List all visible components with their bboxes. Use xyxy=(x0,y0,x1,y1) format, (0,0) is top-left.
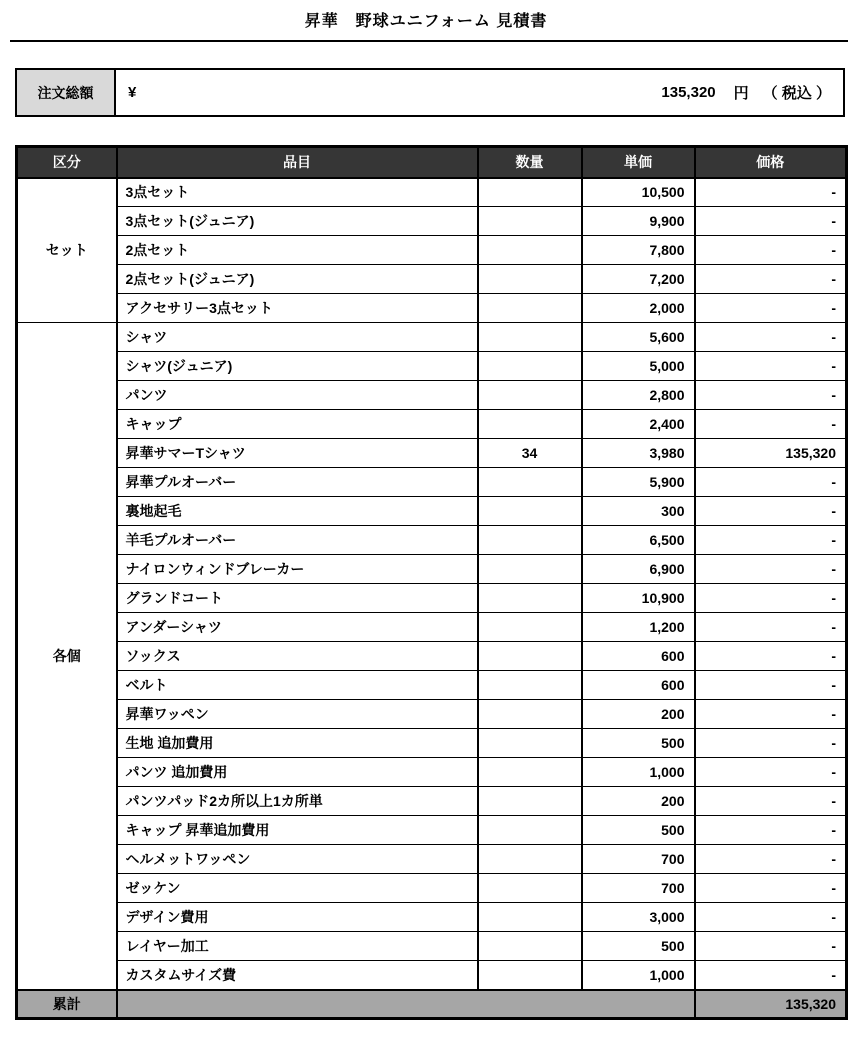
item-cell: デザイン費用 xyxy=(117,903,478,932)
item-cell: ヘルメットワッペン xyxy=(117,845,478,874)
quantity-cell xyxy=(478,845,582,874)
quantity-cell xyxy=(478,323,582,352)
order-total-tax-note: （ 税込 ） xyxy=(762,85,831,102)
item-cell: 昇華サマーTシャツ xyxy=(117,439,478,468)
price-cell: - xyxy=(695,526,847,555)
unit-price-cell: 200 xyxy=(582,787,695,816)
quotation-table xyxy=(15,145,848,1020)
table-body xyxy=(17,178,847,990)
unit-price-cell: 1,000 xyxy=(582,758,695,787)
price-cell: - xyxy=(695,410,847,439)
item-cell: パンツパッド2カ所以上1カ所単 xyxy=(117,787,478,816)
order-total-value xyxy=(116,70,843,115)
quantity-cell xyxy=(478,874,582,903)
quantity-cell xyxy=(478,207,582,236)
column-header: 数量 xyxy=(478,147,582,178)
table-row xyxy=(17,642,847,671)
quantity-cell: 34 xyxy=(478,439,582,468)
price-cell: - xyxy=(695,816,847,845)
unit-price-cell: 3,000 xyxy=(582,903,695,932)
price-cell: - xyxy=(695,671,847,700)
table-row xyxy=(17,584,847,613)
price-cell: - xyxy=(695,642,847,671)
table-row xyxy=(17,758,847,787)
unit-price-cell: 2,000 xyxy=(582,294,695,323)
item-cell: 3点セット xyxy=(117,178,478,207)
quantity-cell xyxy=(478,700,582,729)
column-header: 価格 xyxy=(695,147,847,178)
price-cell: - xyxy=(695,700,847,729)
table-row xyxy=(17,381,847,410)
price-cell: - xyxy=(695,468,847,497)
order-total-box xyxy=(15,68,845,117)
table-row xyxy=(17,497,847,526)
quantity-cell xyxy=(478,671,582,700)
quantity-cell xyxy=(478,613,582,642)
currency-symbol: ¥ xyxy=(128,84,137,101)
order-total-amount: 135,320 xyxy=(661,84,716,101)
item-cell: 昇華ワッペン xyxy=(117,700,478,729)
price-cell: - xyxy=(695,352,847,381)
unit-price-cell: 2,800 xyxy=(582,381,695,410)
price-cell: - xyxy=(695,613,847,642)
price-cell: 135,320 xyxy=(695,439,847,468)
quantity-cell xyxy=(478,903,582,932)
unit-price-cell: 5,600 xyxy=(582,323,695,352)
item-cell: 裏地起毛 xyxy=(117,497,478,526)
table-row xyxy=(17,178,847,207)
quantity-cell xyxy=(478,236,582,265)
price-cell: - xyxy=(695,555,847,584)
title-divider xyxy=(10,40,848,42)
total-label-cell: 累計 xyxy=(17,990,117,1019)
category-cell: 各個 xyxy=(17,323,117,990)
unit-price-cell: 7,200 xyxy=(582,265,695,294)
item-cell: ゼッケン xyxy=(117,874,478,903)
unit-price-cell: 2,400 xyxy=(582,410,695,439)
price-cell: - xyxy=(695,236,847,265)
price-cell: - xyxy=(695,294,847,323)
item-cell: ナイロンウィンドブレーカー xyxy=(117,555,478,584)
table-row xyxy=(17,729,847,758)
quantity-cell xyxy=(478,352,582,381)
total-row xyxy=(17,990,847,1019)
item-cell: キャップ 昇華追加費用 xyxy=(117,816,478,845)
item-cell: 昇華プルオーバー xyxy=(117,468,478,497)
table-row xyxy=(17,439,847,468)
table-row xyxy=(17,903,847,932)
quantity-cell xyxy=(478,758,582,787)
item-cell: 羊毛プルオーバー xyxy=(117,526,478,555)
quantity-cell xyxy=(478,729,582,758)
unit-price-cell: 300 xyxy=(582,497,695,526)
price-cell: - xyxy=(695,903,847,932)
header-row xyxy=(17,147,847,178)
price-cell: - xyxy=(695,874,847,903)
unit-price-cell: 500 xyxy=(582,729,695,758)
table-row xyxy=(17,323,847,352)
price-cell: - xyxy=(695,265,847,294)
table-row xyxy=(17,207,847,236)
price-cell: - xyxy=(695,845,847,874)
table-row xyxy=(17,410,847,439)
quantity-cell xyxy=(478,526,582,555)
table-row xyxy=(17,874,847,903)
table-row xyxy=(17,613,847,642)
price-cell: - xyxy=(695,787,847,816)
unit-price-cell: 500 xyxy=(582,932,695,961)
unit-price-cell: 3,980 xyxy=(582,439,695,468)
quantity-cell xyxy=(478,265,582,294)
table-row xyxy=(17,961,847,990)
unit-price-cell: 700 xyxy=(582,874,695,903)
table-row xyxy=(17,236,847,265)
table-row xyxy=(17,468,847,497)
unit-price-cell: 1,000 xyxy=(582,961,695,990)
quantity-cell xyxy=(478,961,582,990)
table-row xyxy=(17,845,847,874)
unit-price-cell: 600 xyxy=(582,642,695,671)
order-total-unit: 円 xyxy=(733,85,749,102)
unit-price-cell: 7,800 xyxy=(582,236,695,265)
order-total-label: 注文総額 xyxy=(17,70,116,115)
table-row xyxy=(17,294,847,323)
item-cell: アンダーシャツ xyxy=(117,613,478,642)
quantity-cell xyxy=(478,294,582,323)
column-header: 品目 xyxy=(117,147,478,178)
unit-price-cell: 5,900 xyxy=(582,468,695,497)
quantity-cell xyxy=(478,497,582,526)
item-cell: パンツ 追加費用 xyxy=(117,758,478,787)
price-cell: - xyxy=(695,729,847,758)
price-cell: - xyxy=(695,381,847,410)
price-cell: - xyxy=(695,758,847,787)
quantity-cell xyxy=(478,932,582,961)
table-row xyxy=(17,352,847,381)
quantity-cell xyxy=(478,787,582,816)
price-cell: - xyxy=(695,497,847,526)
item-cell: レイヤー加工 xyxy=(117,932,478,961)
item-cell: 3点セット(ジュニア) xyxy=(117,207,478,236)
price-cell: - xyxy=(695,207,847,236)
quantity-cell xyxy=(478,468,582,497)
unit-price-cell: 500 xyxy=(582,816,695,845)
item-cell: シャツ xyxy=(117,323,478,352)
item-cell: 生地 追加費用 xyxy=(117,729,478,758)
item-cell: ソックス xyxy=(117,642,478,671)
item-cell: パンツ xyxy=(117,381,478,410)
quantity-cell xyxy=(478,555,582,584)
category-cell: セット xyxy=(17,178,117,323)
price-cell: - xyxy=(695,178,847,207)
unit-price-cell: 6,900 xyxy=(582,555,695,584)
price-cell: - xyxy=(695,961,847,990)
item-cell: ベルト xyxy=(117,671,478,700)
table-row xyxy=(17,671,847,700)
unit-price-cell: 10,900 xyxy=(582,584,695,613)
unit-price-cell: 600 xyxy=(582,671,695,700)
item-cell: アクセサリー3点セット xyxy=(117,294,478,323)
quantity-cell xyxy=(478,584,582,613)
quantity-cell xyxy=(478,178,582,207)
table-row xyxy=(17,555,847,584)
table-row xyxy=(17,700,847,729)
unit-price-cell: 9,900 xyxy=(582,207,695,236)
table-row xyxy=(17,265,847,294)
unit-price-cell: 6,500 xyxy=(582,526,695,555)
item-cell: グランドコート xyxy=(117,584,478,613)
quantity-cell xyxy=(478,381,582,410)
total-empty-cell xyxy=(117,990,695,1019)
unit-price-cell: 1,200 xyxy=(582,613,695,642)
table-row xyxy=(17,816,847,845)
page-title: 昇華 野球ユニフォーム 見積書 xyxy=(304,13,548,30)
unit-price-cell: 700 xyxy=(582,845,695,874)
item-cell: キャップ xyxy=(117,410,478,439)
quantity-cell xyxy=(478,642,582,671)
unit-price-cell: 10,500 xyxy=(582,178,695,207)
price-cell: - xyxy=(695,584,847,613)
item-cell: 2点セット(ジュニア) xyxy=(117,265,478,294)
unit-price-cell: 200 xyxy=(582,700,695,729)
table-row xyxy=(17,787,847,816)
item-cell: 2点セット xyxy=(117,236,478,265)
total-price-cell: 135,320 xyxy=(695,990,847,1019)
quantity-cell xyxy=(478,410,582,439)
quantity-cell xyxy=(478,816,582,845)
column-header: 単価 xyxy=(582,147,695,178)
price-cell: - xyxy=(695,932,847,961)
item-cell: シャツ(ジュニア) xyxy=(117,352,478,381)
table-row xyxy=(17,526,847,555)
unit-price-cell: 5,000 xyxy=(582,352,695,381)
item-cell: カスタムサイズ費 xyxy=(117,961,478,990)
table-row xyxy=(17,932,847,961)
price-cell: - xyxy=(695,323,847,352)
column-header: 区分 xyxy=(17,147,117,178)
